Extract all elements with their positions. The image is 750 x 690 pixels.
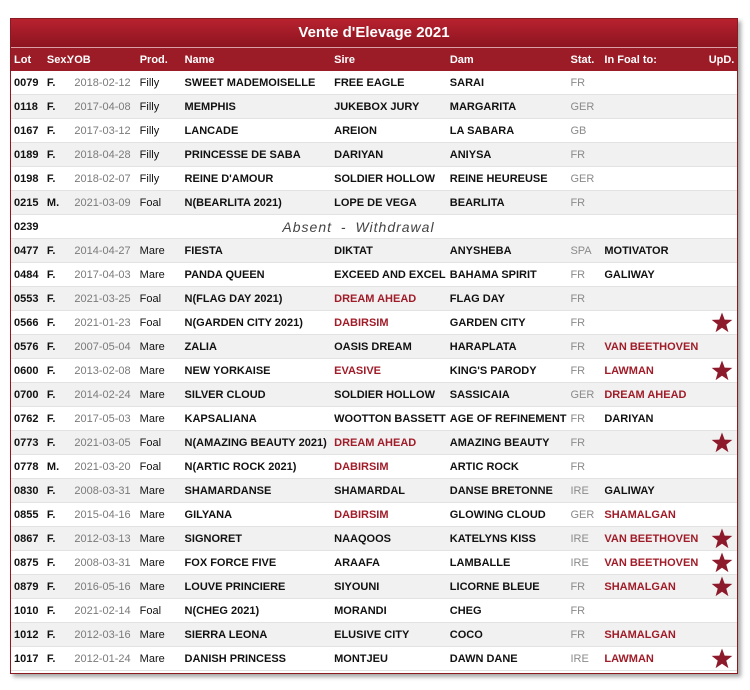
dam-cell: COCO [449, 628, 483, 641]
dam-cell: BEARLITA [449, 196, 505, 209]
lot-cell: 0879 [14, 580, 39, 593]
name-cell: N(CHEG 2021) [184, 604, 260, 617]
stat-cell: FR [570, 436, 586, 449]
table-row[interactable] [11, 407, 737, 431]
sex-cell: F. [46, 508, 56, 521]
table-row[interactable] [11, 623, 737, 647]
dam-cell: CHEG [449, 604, 482, 617]
lot-cell: 0855 [14, 508, 39, 521]
stat-cell: FR [570, 76, 586, 89]
table-row[interactable] [11, 647, 737, 671]
name-cell: MEMPHIS [184, 100, 236, 113]
prod-cell: Mare [139, 628, 165, 641]
stat-cell: GER [570, 172, 595, 185]
updated-star-icon [711, 528, 733, 549]
name-cell: REINE D'AMOUR [184, 172, 274, 185]
yob-cell: 2015-04-16 [74, 508, 131, 521]
in-foal-to-cell: LAWMAN [604, 652, 654, 665]
updated-star-icon [711, 432, 733, 453]
name-cell: FOX FORCE FIVE [184, 556, 277, 569]
upd-cell [703, 312, 737, 333]
yob-cell: 2013-02-08 [74, 364, 131, 377]
updated-star-icon [711, 360, 733, 381]
table-row[interactable] [11, 311, 737, 335]
prod-cell: Mare [139, 652, 165, 665]
table-row[interactable] [11, 383, 737, 407]
sex-cell: F. [46, 292, 56, 305]
table-row[interactable] [11, 575, 737, 599]
sire-cell: OASIS DREAM [334, 340, 412, 353]
sale-table [10, 18, 738, 674]
in-foal-to-cell: SHAMALGAN [604, 580, 676, 593]
dam-cell: LA SABARA [449, 124, 515, 137]
stat-cell: IRE [570, 652, 589, 665]
dam-cell: ARTIC ROCK [449, 460, 519, 473]
yob-cell: 2008-03-31 [74, 484, 131, 497]
sire-cell: MORANDI [334, 604, 387, 617]
dam-cell: KING'S PARODY [449, 364, 537, 377]
yob-cell: 2017-04-03 [74, 268, 131, 281]
yob-cell: 2012-03-16 [74, 628, 131, 641]
dam-cell: AGE OF REFINEMENT [449, 412, 567, 425]
sex-cell: F. [46, 268, 56, 281]
yob-cell: 2018-04-28 [74, 148, 131, 161]
sire-cell: ARAAFA [334, 556, 380, 569]
yob-cell: 2008-03-31 [74, 556, 131, 569]
table-row[interactable] [11, 263, 737, 287]
upd-cell [703, 432, 737, 453]
dam-cell: DAWN DANE [449, 652, 518, 665]
in-foal-to-cell: SHAMALGAN [604, 628, 676, 641]
header-stat: Stat. [570, 53, 595, 66]
header-prod: Prod. [139, 53, 168, 66]
name-cell: N(ARTIC ROCK 2021) [184, 460, 297, 473]
sex-cell: F. [46, 604, 56, 617]
lot-cell: 1010 [14, 604, 39, 617]
sire-cell: SHAMARDAL [334, 484, 406, 497]
table-body [11, 71, 737, 671]
lot-cell: 0484 [14, 268, 39, 281]
in-foal-to-cell: MOTIVATOR [604, 244, 669, 257]
sire-cell: AREION [334, 124, 377, 137]
prod-cell: Filly [139, 124, 160, 137]
lot-cell: 0167 [14, 124, 39, 137]
sex-cell: F. [46, 532, 56, 545]
yob-cell: 2017-04-08 [74, 100, 131, 113]
table-row[interactable] [11, 479, 737, 503]
sire-cell: EVASIVE [334, 364, 381, 377]
dam-cell: REINE HEUREUSE [449, 172, 548, 185]
yob-cell: 2007-05-04 [74, 340, 131, 353]
sire-cell: WOOTTON BASSETT [334, 412, 446, 425]
sex-cell: M. [46, 196, 60, 209]
yob-cell: 2021-01-23 [74, 316, 131, 329]
header-dam: Dam [449, 53, 474, 66]
dam-cell: FLAG DAY [449, 292, 506, 305]
lot-cell: 0773 [14, 436, 39, 449]
sex-cell: F. [46, 484, 56, 497]
name-cell: N(GARDEN CITY 2021) [184, 316, 303, 329]
sire-cell: EXCEED AND EXCEL [334, 268, 446, 281]
prod-cell: Filly [139, 172, 160, 185]
lot-cell: 0198 [14, 172, 39, 185]
updated-star-icon [711, 648, 733, 669]
prod-cell: Mare [139, 532, 165, 545]
stat-cell: FR [570, 292, 586, 305]
header-row [11, 47, 737, 71]
dam-cell: GARDEN CITY [449, 316, 526, 329]
upd-cell [703, 528, 737, 549]
yob-cell: 2021-03-20 [74, 460, 131, 473]
name-cell: SILVER CLOUD [184, 388, 266, 401]
sire-cell: DABIRSIM [334, 460, 389, 473]
prod-cell: Mare [139, 268, 165, 281]
upd-cell [703, 552, 737, 573]
table-row[interactable] [11, 71, 737, 95]
lot-cell: 0600 [14, 364, 39, 377]
name-cell: SIGNORET [184, 532, 242, 545]
header-in-foal-to: In Foal to: [604, 53, 657, 66]
sex-cell: F. [46, 148, 56, 161]
sex-cell: F. [46, 100, 56, 113]
name-cell: N(AMAZING BEAUTY 2021) [184, 436, 327, 449]
name-cell: NEW YORKAISE [184, 364, 271, 377]
sex-cell: F. [46, 628, 56, 641]
yob-cell: 2021-03-05 [74, 436, 131, 449]
header-yob: YOB [66, 53, 91, 66]
prod-cell: Foal [139, 292, 162, 305]
sex-cell: F. [46, 652, 56, 665]
prod-cell: Mare [139, 340, 165, 353]
yob-cell: 2012-01-24 [74, 652, 131, 665]
name-cell: PANDA QUEEN [184, 268, 265, 281]
prod-cell: Foal [139, 316, 162, 329]
yob-cell: 2018-02-07 [74, 172, 131, 185]
name-cell: ZALIA [184, 340, 217, 353]
lot-cell: 0576 [14, 340, 39, 353]
stat-cell: IRE [570, 556, 589, 569]
stat-cell: FR [570, 268, 586, 281]
yob-cell: 2017-03-12 [74, 124, 131, 137]
dam-cell: LAMBALLE [449, 556, 511, 569]
stat-cell: FR [570, 196, 586, 209]
sex-cell: F. [46, 412, 56, 425]
prod-cell: Mare [139, 508, 165, 521]
sire-cell: JUKEBOX JURY [334, 100, 420, 113]
table-row[interactable] [11, 527, 737, 551]
table-row[interactable] [11, 287, 737, 311]
stat-cell: FR [570, 460, 586, 473]
yob-cell: 2016-05-16 [74, 580, 131, 593]
table-row[interactable] [11, 167, 737, 191]
sire-cell: NAAQOOS [334, 532, 391, 545]
sex-cell: F. [46, 76, 56, 89]
prod-cell: Filly [139, 100, 160, 113]
dam-cell: LICORNE BLEUE [449, 580, 540, 593]
dam-cell: MARGARITA [449, 100, 517, 113]
table-row[interactable] [11, 431, 737, 455]
dam-cell: ANYSHEBA [449, 244, 512, 257]
name-cell: GILYANA [184, 508, 233, 521]
lot-cell: 0566 [14, 316, 39, 329]
prod-cell: Mare [139, 412, 165, 425]
dam-cell: KATELYNS KISS [449, 532, 536, 545]
lot-cell: 1017 [14, 652, 39, 665]
lot-cell: 0778 [14, 460, 39, 473]
lot-cell: 0875 [14, 556, 39, 569]
stat-cell: FR [570, 580, 586, 593]
name-cell: N(FLAG DAY 2021) [184, 292, 283, 305]
sire-cell: DABIRSIM [334, 508, 389, 521]
dam-cell: GLOWING CLOUD [449, 508, 546, 521]
sire-cell: DABIRSIM [334, 316, 389, 329]
lot-cell: 0079 [14, 76, 39, 89]
header-sire: Sire [334, 53, 355, 66]
stat-cell: FR [570, 148, 586, 161]
sex-cell: F. [46, 172, 56, 185]
upd-cell [703, 648, 737, 669]
lot-cell: 1012 [14, 628, 39, 641]
table-row[interactable] [11, 239, 737, 263]
header-lot: Lot [14, 53, 32, 66]
in-foal-to-cell: DARIYAN [604, 412, 654, 425]
in-foal-to-cell: VAN BEETHOVEN [604, 556, 699, 569]
prod-cell: Foal [139, 460, 162, 473]
upd-cell [703, 576, 737, 597]
sire-cell: SOLDIER HOLLOW [334, 388, 435, 401]
sire-cell: DREAM AHEAD [334, 436, 417, 449]
yob-cell: 2017-05-03 [74, 412, 131, 425]
sex-cell: F. [46, 388, 56, 401]
in-foal-to-cell: GALIWAY [604, 484, 655, 497]
table-title: Vente d'Elevage 2021 [11, 19, 737, 47]
sex-cell: F. [46, 340, 56, 353]
stat-cell: FR [570, 340, 586, 353]
sire-cell: FREE EAGLE [334, 76, 405, 89]
lot-cell: 0239 [14, 220, 39, 233]
table-row[interactable] [11, 359, 737, 383]
table-row[interactable] [11, 455, 737, 479]
table-row[interactable] [11, 95, 737, 119]
lot-cell: 0118 [14, 100, 38, 113]
dam-cell: SASSICAIA [449, 388, 510, 401]
prod-cell: Foal [139, 604, 162, 617]
sire-cell: SOLDIER HOLLOW [334, 172, 435, 185]
name-cell: LANCADE [184, 124, 239, 137]
dam-cell: DANSE BRETONNE [449, 484, 553, 497]
lot-cell: 0477 [14, 244, 39, 257]
sire-cell: LOPE DE VEGA [334, 196, 417, 209]
dam-cell: BAHAMA SPIRIT [449, 268, 537, 281]
prod-cell: Mare [139, 556, 165, 569]
in-foal-to-cell: VAN BEETHOVEN [604, 340, 699, 353]
stat-cell: FR [570, 628, 586, 641]
sire-cell: DARIYAN [334, 148, 384, 161]
table-row[interactable] [11, 503, 737, 527]
prod-cell: Foal [139, 196, 162, 209]
sire-cell: DIKTAT [334, 244, 373, 257]
upd-cell [703, 360, 737, 381]
dam-cell: HARAPLATA [449, 340, 517, 353]
prod-cell: Mare [139, 364, 165, 377]
table-row[interactable] [11, 119, 737, 143]
yob-cell: 2014-02-24 [74, 388, 131, 401]
in-foal-to-cell: VAN BEETHOVEN [604, 532, 699, 545]
yob-cell: 2014-04-27 [74, 244, 131, 257]
table-row[interactable] [11, 335, 737, 359]
table-row[interactable] [11, 551, 737, 575]
prod-cell: Mare [139, 580, 165, 593]
in-foal-to-cell: SHAMALGAN [604, 508, 676, 521]
yob-cell: 2021-03-09 [74, 196, 131, 209]
name-cell: KAPSALIANA [184, 412, 257, 425]
sex-cell: F. [46, 556, 56, 569]
updated-star-icon [711, 552, 733, 573]
name-cell: DANISH PRINCESS [184, 652, 287, 665]
lot-cell: 0762 [14, 412, 39, 425]
prod-cell: Filly [139, 148, 160, 161]
name-cell: SWEET MADEMOISELLE [184, 76, 316, 89]
sex-cell: F. [46, 316, 56, 329]
prod-cell: Mare [139, 484, 165, 497]
lot-cell: 0700 [14, 388, 39, 401]
prod-cell: Foal [139, 436, 162, 449]
table-row[interactable] [11, 215, 737, 239]
lot-cell: 0553 [14, 292, 39, 305]
lot-cell: 0189 [14, 148, 39, 161]
name-cell: N(BEARLITA 2021) [184, 196, 282, 209]
yob-cell: 2021-03-25 [74, 292, 131, 305]
yob-cell: 2012-03-13 [74, 532, 131, 545]
table-row[interactable] [11, 191, 737, 215]
sex-cell: F. [46, 364, 56, 377]
sex-cell: F. [46, 580, 56, 593]
in-foal-to-cell: GALIWAY [604, 268, 655, 281]
lot-cell: 0867 [14, 532, 39, 545]
dam-cell: ANIYSA [449, 148, 492, 161]
name-cell: PRINCESSE DE SABA [184, 148, 301, 161]
prod-cell: Mare [139, 244, 165, 257]
name-cell: SIERRA LEONA [184, 628, 268, 641]
stat-cell: IRE [570, 532, 589, 545]
stat-cell: FR [570, 364, 586, 377]
lot-cell: 0215 [14, 196, 39, 209]
withdrawal-notice: Absent - Withdrawal [282, 218, 435, 235]
sex-cell: F. [46, 436, 56, 449]
stat-cell: GER [570, 508, 595, 521]
stat-cell: GB [570, 124, 587, 137]
sex-cell: F. [46, 244, 56, 257]
stat-cell: GER [570, 100, 595, 113]
header-sex: Sex. [46, 53, 70, 66]
sire-cell: ELUSIVE CITY [334, 628, 410, 641]
updated-star-icon [711, 576, 733, 597]
table-row[interactable] [11, 599, 737, 623]
updated-star-icon [711, 312, 733, 333]
table-row[interactable] [11, 143, 737, 167]
stat-cell: FR [570, 412, 586, 425]
dam-cell: AMAZING BEAUTY [449, 436, 550, 449]
stat-cell: IRE [570, 484, 589, 497]
sire-cell: DREAM AHEAD [334, 292, 417, 305]
header-name: Name [184, 53, 215, 66]
prod-cell: Mare [139, 388, 165, 401]
in-foal-to-cell: LAWMAN [604, 364, 654, 377]
stat-cell: FR [570, 316, 586, 329]
name-cell: LOUVE PRINCIERE [184, 580, 286, 593]
yob-cell: 2018-02-12 [74, 76, 131, 89]
sire-cell: SIYOUNI [334, 580, 380, 593]
stat-cell: GER [570, 388, 595, 401]
sire-cell: MONTJEU [334, 652, 388, 665]
in-foal-to-cell: DREAM AHEAD [604, 388, 687, 401]
dam-cell: SARAI [449, 76, 485, 89]
stat-cell: SPA [570, 244, 592, 257]
name-cell: FIESTA [184, 244, 223, 257]
header-upd: UpD. [708, 53, 735, 66]
sex-cell: M. [46, 460, 60, 473]
stat-cell: FR [570, 604, 586, 617]
lot-cell: 0830 [14, 484, 39, 497]
yob-cell: 2021-02-14 [74, 604, 131, 617]
sex-cell: F. [46, 124, 56, 137]
prod-cell: Filly [139, 76, 160, 89]
name-cell: SHAMARDANSE [184, 484, 272, 497]
